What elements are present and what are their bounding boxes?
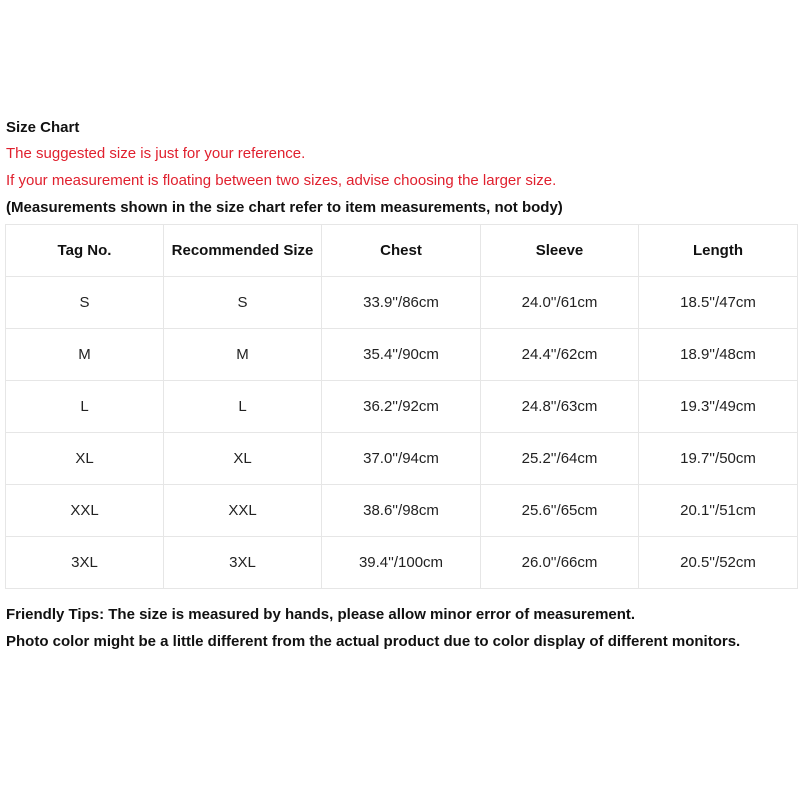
cell-tag-no: S [6, 277, 164, 329]
cell-sleeve: 25.2''/64cm [481, 433, 639, 485]
cell-chest: 38.6''/98cm [322, 485, 481, 537]
friendly-tip-measurement: Friendly Tips: The size is measured by hands, please allow minor error of measurement. [6, 606, 636, 623]
header-tag-no: Tag No. [6, 225, 164, 277]
cell-tag-no: 3XL [6, 537, 164, 589]
cell-chest: 33.9''/86cm [322, 277, 481, 329]
cell-recommended-size: XXL [164, 485, 322, 537]
size-table [5, 224, 798, 589]
header-chest: Chest [322, 225, 481, 277]
cell-tag-no: L [6, 381, 164, 433]
table-row [6, 485, 798, 537]
cell-sleeve: 24.8''/63cm [481, 381, 639, 433]
reference-note: The suggested size is just for your reference. [6, 145, 306, 162]
cell-length: 18.9''/48cm [639, 329, 798, 381]
cell-length: 20.5''/52cm [639, 537, 798, 589]
table-row [6, 329, 798, 381]
cell-sleeve: 24.4''/62cm [481, 329, 639, 381]
cell-length: 19.3''/49cm [639, 381, 798, 433]
cell-sleeve: 25.6''/65cm [481, 485, 639, 537]
item-measurement-note: (Measurements shown in the size chart refer to item measurements, not body) [6, 199, 563, 216]
table-row [6, 381, 798, 433]
header-recommended-size: Recommended Size [164, 225, 322, 277]
table-row [6, 277, 798, 329]
cell-chest: 36.2''/92cm [322, 381, 481, 433]
cell-chest: 35.4''/90cm [322, 329, 481, 381]
cell-recommended-size: S [164, 277, 322, 329]
cell-tag-no: XXL [6, 485, 164, 537]
table-header-row [6, 225, 798, 277]
table-row [6, 537, 798, 589]
cell-chest: 37.0''/94cm [322, 433, 481, 485]
cell-length: 18.5''/47cm [639, 277, 798, 329]
larger-size-note: If your measurement is floating between two sizes, advise choosing the larger size. [6, 172, 557, 189]
cell-length: 20.1''/51cm [639, 485, 798, 537]
cell-tag-no: M [6, 329, 164, 381]
cell-recommended-size: M [164, 329, 322, 381]
page-title: Size Chart [6, 119, 80, 136]
table-row [6, 433, 798, 485]
cell-sleeve: 24.0''/61cm [481, 277, 639, 329]
friendly-tip-color: Photo color might be a little different from the actual product due to color display of different monitors. [6, 633, 741, 650]
cell-sleeve: 26.0''/66cm [481, 537, 639, 589]
cell-recommended-size: XL [164, 433, 322, 485]
cell-tag-no: XL [6, 433, 164, 485]
header-length: Length [639, 225, 798, 277]
cell-recommended-size: L [164, 381, 322, 433]
header-sleeve: Sleeve [481, 225, 639, 277]
cell-chest: 39.4''/100cm [322, 537, 481, 589]
cell-recommended-size: 3XL [164, 537, 322, 589]
cell-length: 19.7''/50cm [639, 433, 798, 485]
